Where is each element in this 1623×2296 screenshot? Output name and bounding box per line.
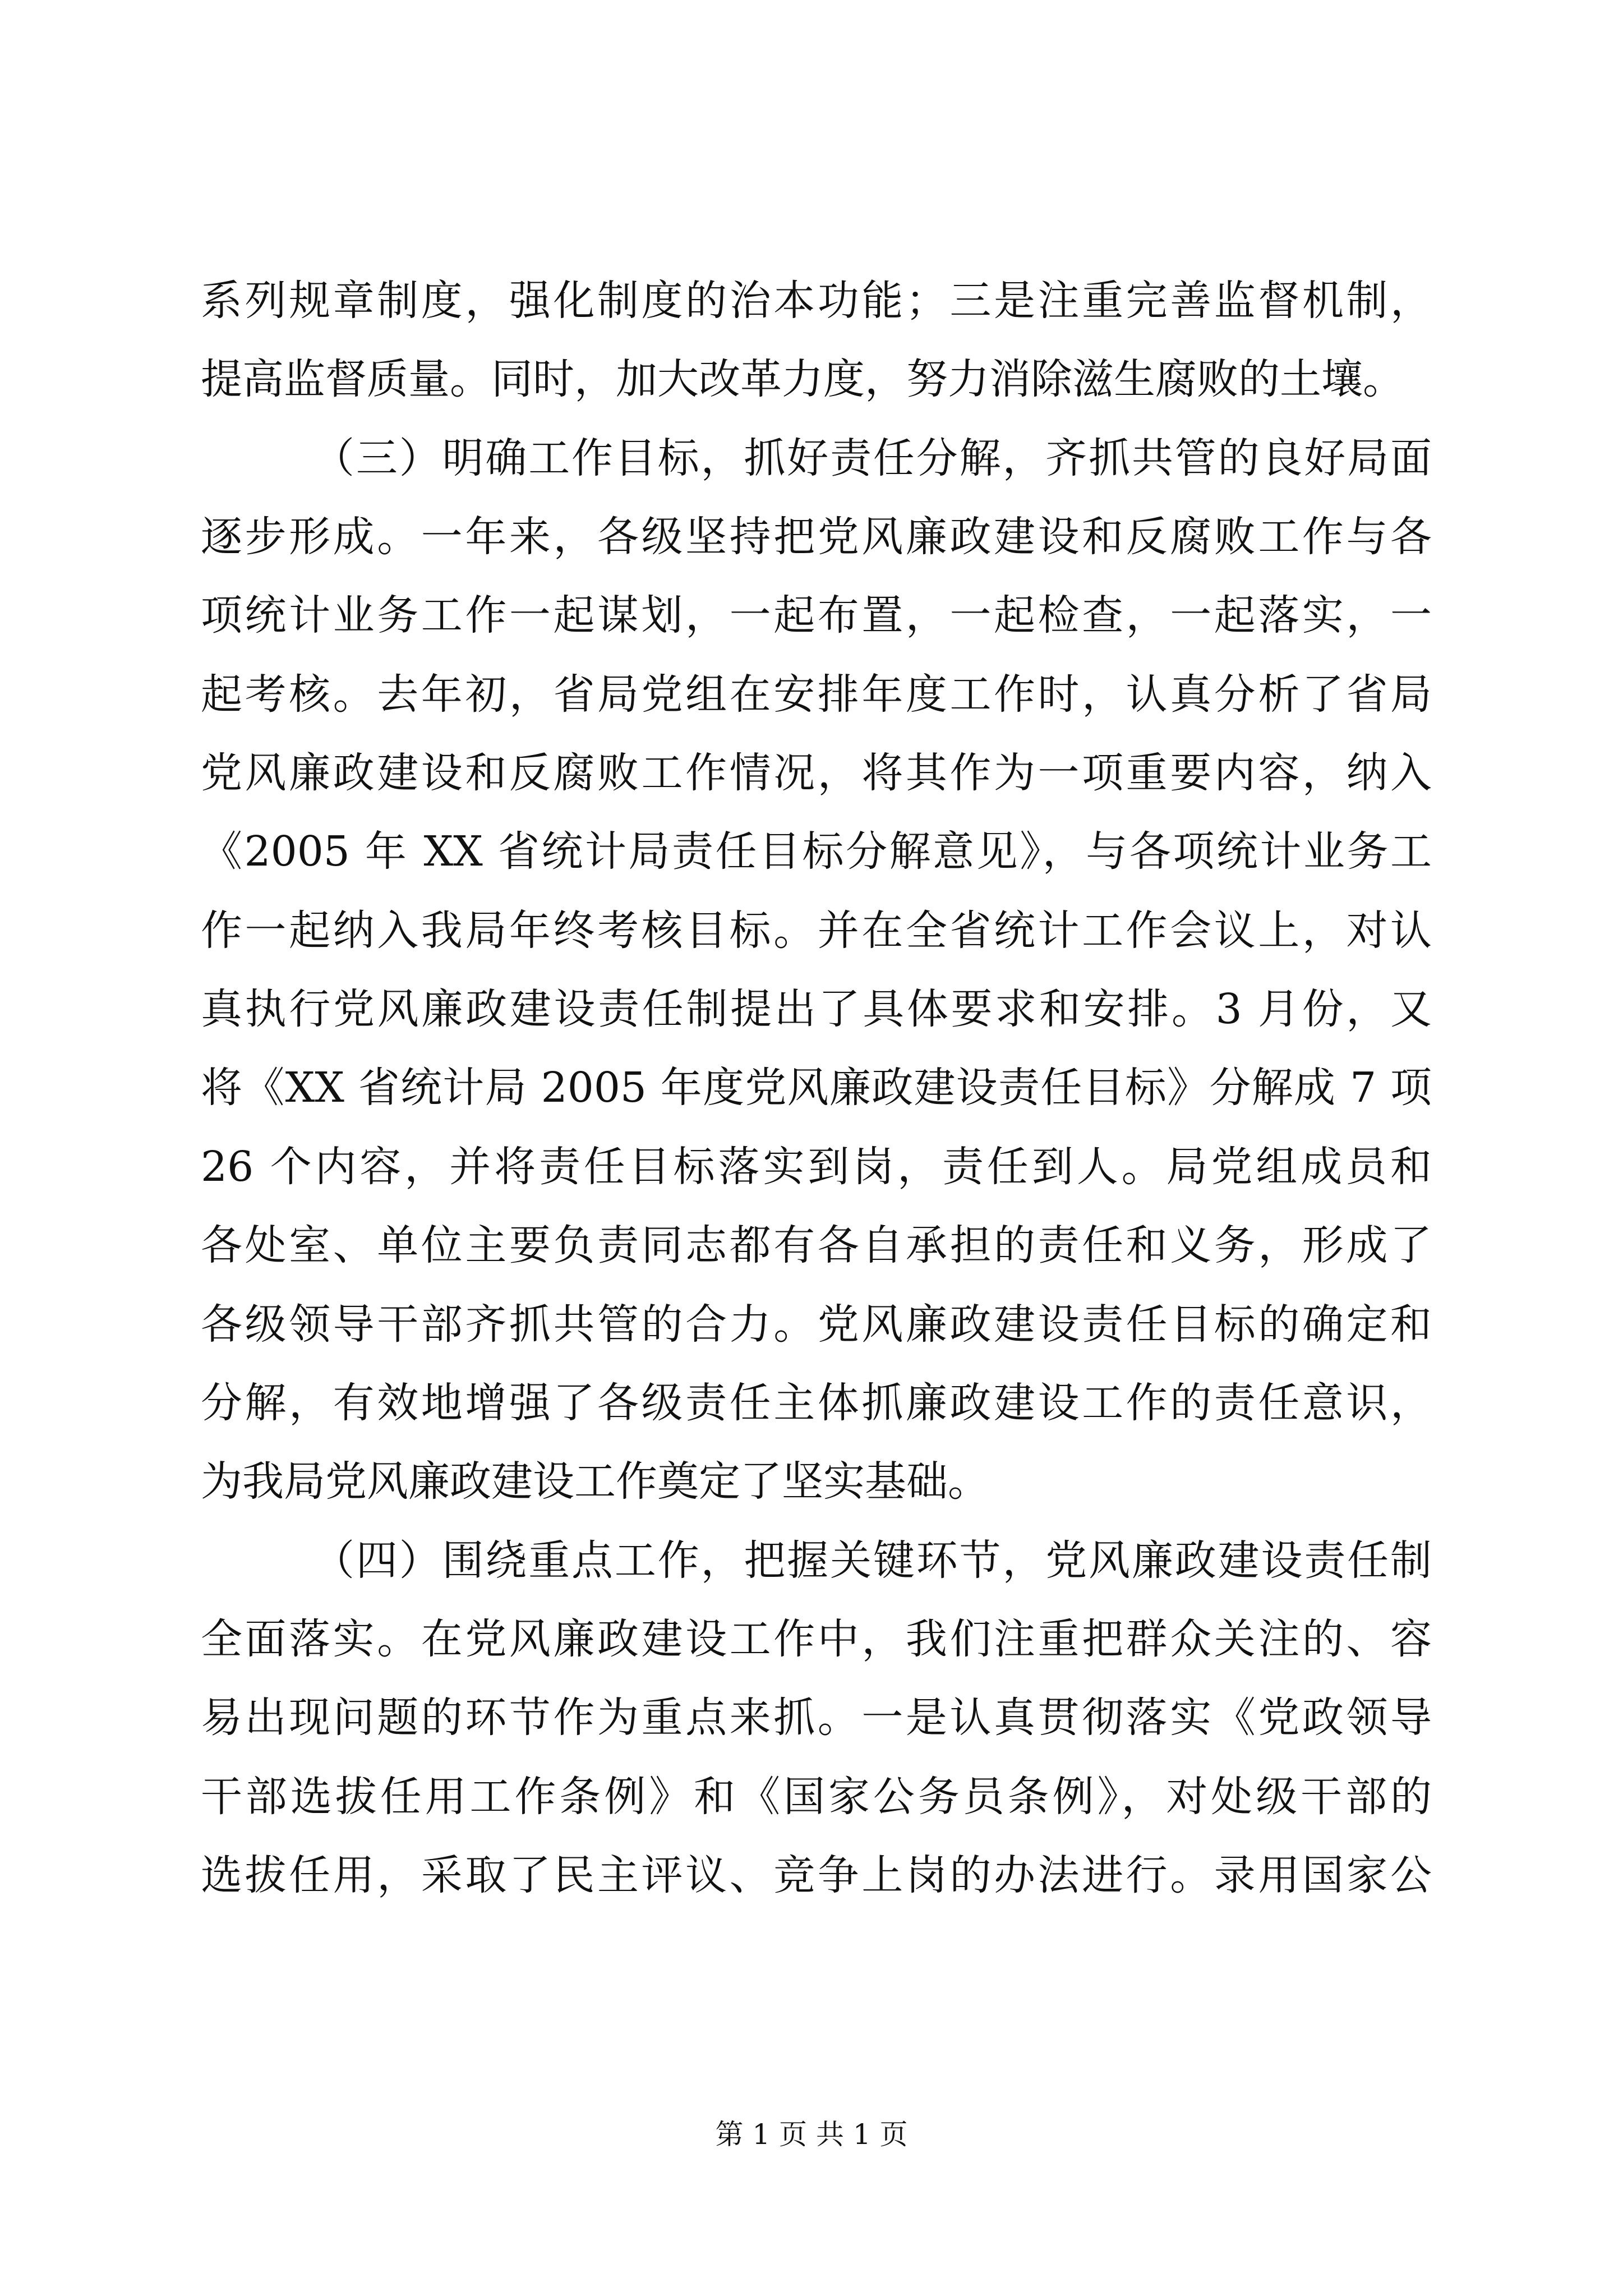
text-line: 干部选拔任用工作条例》和《国家公务员条例》，对处级干部的	[201, 1773, 1432, 1821]
text-line: 将《XX 省统计局 2005 年度党风廉政建设责任目标》分解成 7 项	[201, 1064, 1432, 1112]
text-line: 作一起纳入我局年终考核目标。并在全省统计工作会议上，对认	[201, 907, 1432, 955]
text-line: 易出现问题的环节作为重点来抓。一是认真贯彻落实《党政领导	[201, 1694, 1432, 1742]
text-line: 系列规章制度，强化制度的治本功能；三是注重完善监督机制，	[201, 277, 1432, 325]
text-line: 分解，有效地增强了各级责任主体抓廉政建设工作的责任意识，	[201, 1379, 1432, 1427]
text-line: 起考核。去年初，省局党组在安排年度工作时，认真分析了省局	[201, 670, 1432, 719]
text-line: 各处室、单位主要负责同志都有各自承担的责任和义务，形成了	[201, 1221, 1432, 1269]
text-line: 为我局党风廉政建设工作奠定了坚实基础。	[201, 1457, 989, 1506]
text-line: 党风廉政建设和反腐败工作情况，将其作为一项重要内容，纳入	[201, 749, 1432, 797]
text-line: 26 个内容，并将责任目标落实到岗，责任到人。局党组成员和	[201, 1143, 1432, 1191]
text-line: 全面落实。在党风廉政建设工作中，我们注重把群众关注的、容	[201, 1615, 1432, 1663]
text-line: 逐步形成。一年来，各级坚持把党风廉政建设和反腐败工作与各	[201, 513, 1432, 561]
text-line: 真执行党风廉政建设责任制提出了具体要求和安排。3 月份，又	[201, 985, 1432, 1033]
text-line: 各级领导干部齐抓共管的合力。党风廉政建设责任目标的确定和	[201, 1300, 1432, 1349]
text-line: 项统计业务工作一起谋划，一起布置，一起检查，一起落实，一	[201, 591, 1432, 639]
text-line: 《2005 年 XX 省统计局责任目标分解意见》，与各项统计业务工	[201, 827, 1432, 876]
section-heading-line: （四）围绕重点工作，把握关键环节，党风廉政建设责任制	[313, 1536, 1432, 1585]
page-number-footer: 第 1 页 共 1 页	[715, 2118, 908, 2151]
text-line: 选拔任用，采取了民主评议、竞争上岗的办法进行。录用国家公	[201, 1851, 1432, 1899]
text-line: 提高监督质量。同时，加大改革力度，努力消除滋生腐败的土壤。	[201, 355, 1404, 403]
section-heading-line: （三）明确工作目标，抓好责任分解，齐抓共管的良好局面	[313, 434, 1432, 482]
